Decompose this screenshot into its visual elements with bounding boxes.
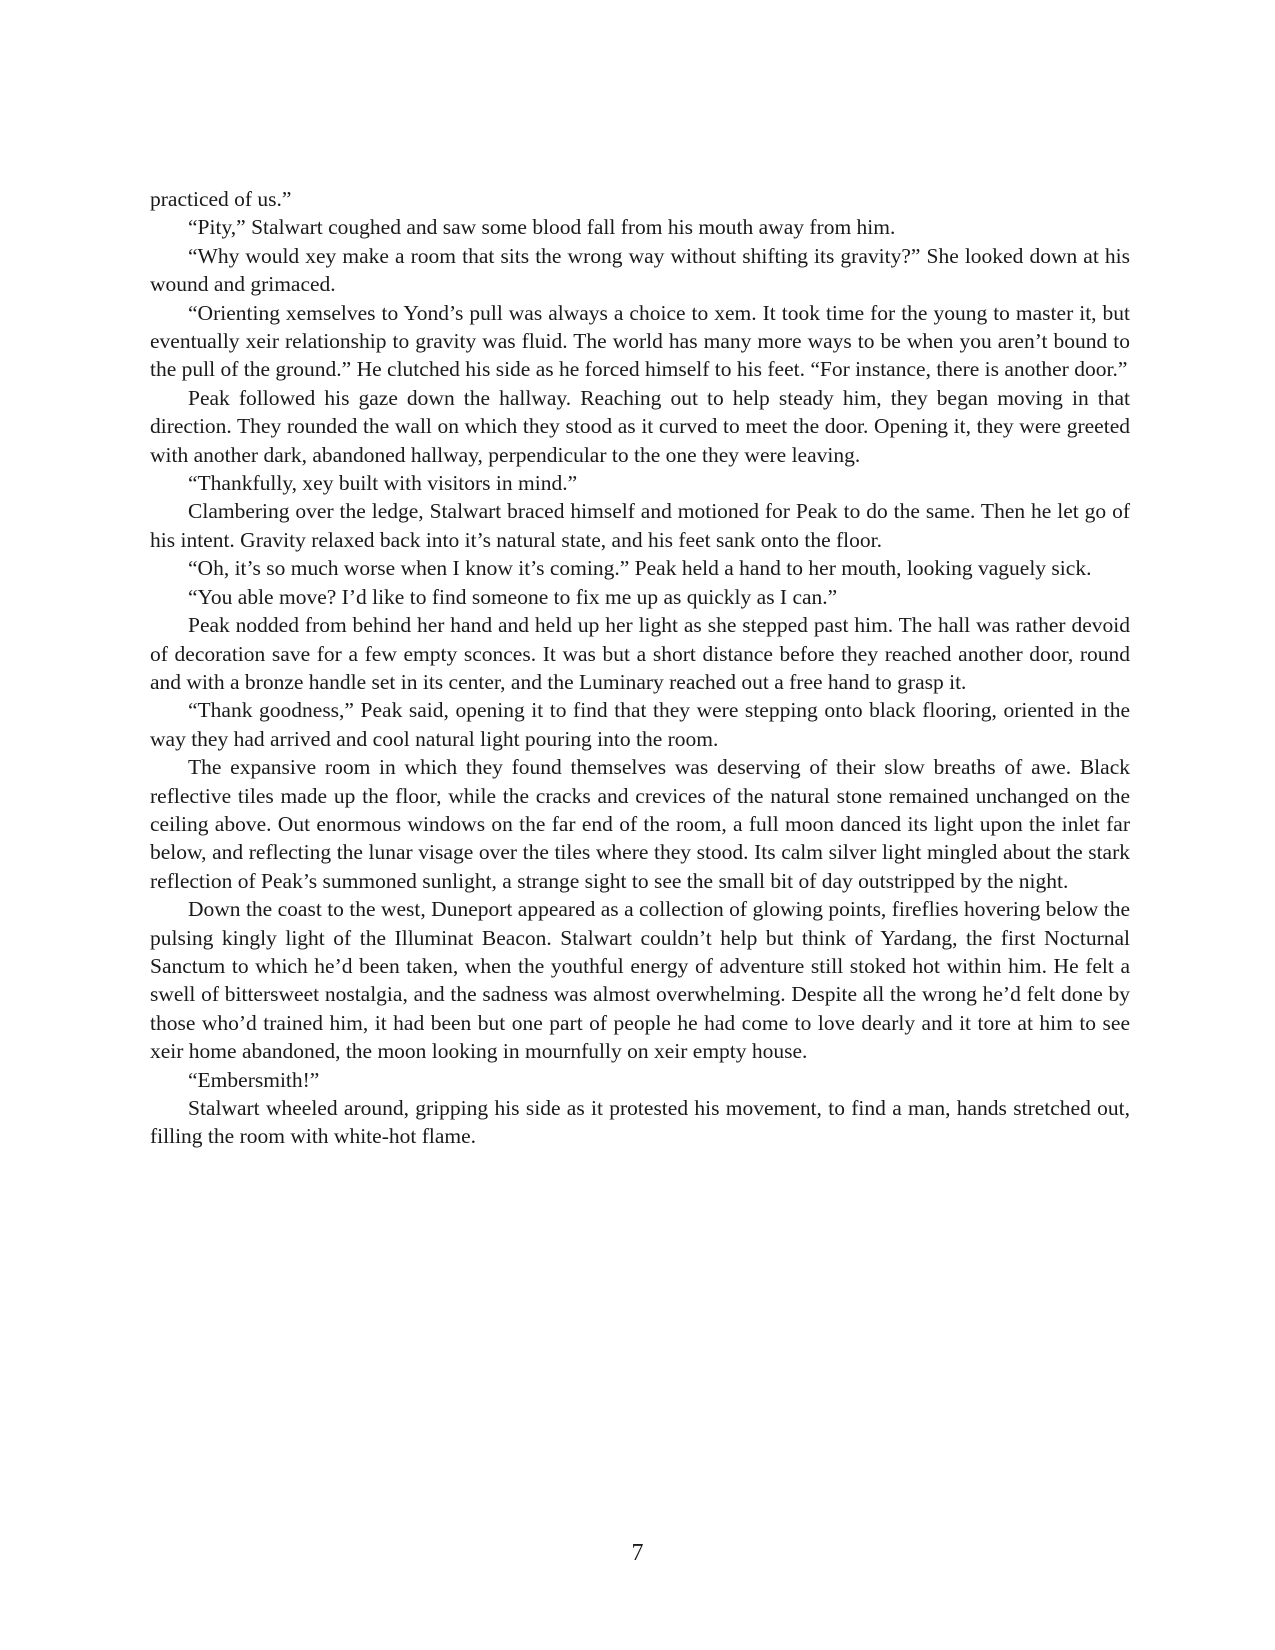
paragraph: practiced of us.” — [150, 187, 292, 211]
paragraph: Stalwart wheeled around, gripping his side as it protested his movement, to find a man, hands stretched out, filling the room with white-hot flame. — [150, 1096, 1130, 1149]
paragraph: The expansive room in which they found themselves was deserving of their slow breaths of awe. Black reflective tiles made up the floor, while the cracks and crevices of the natural stone remained unchanged on the ceiling above. Out enormous windows on the far end of the room, a full moon danced its light upon the inlet far below, and reflecting the lunar visage over the tiles where they stood. Its calm silver light mingled about the stark reflection of Peak’s summoned sunlight, a strange sight to see the small bit of day outstripped by the night. — [150, 755, 1130, 893]
paragraph: “Orienting xemselves to Yond’s pull was always a choice to xem. It took time for the young to master it, but eventually xeir relationship to gravity was fluid. The world has many more ways to be when you aren’t bound to the pull of the ground.” He clutched his side as he forced himself to his feet. “For instance, there is another door.” — [150, 300, 1130, 382]
paragraph: “Thank goodness,” Peak said, opening it to find that they were stepping onto black flooring, oriented in the way they had arrived and cool natural light pouring into the room. — [150, 698, 1130, 751]
paragraph: “You able move? I’d like to find someone to fix me up as quickly as I can.” — [188, 584, 838, 609]
paragraph: Peak nodded from behind her hand and held up her light as she stepped past him. The hall was rather devoid of decoration save for a few empty sconces. It was but a short distance before they reached another door, round and with a bronze handle set in its center, and the Luminary reached out a free hand to grasp it. — [150, 613, 1130, 694]
paragraph: “Pity,” Stalwart coughed and saw some blood fall from his mouth away from him. — [188, 215, 896, 240]
page-number: 7 — [631, 1540, 644, 1566]
page-body-text — [150, 185, 1130, 1151]
paragraph: Down the coast to the west, Duneport appeared as a collection of glowing points, fireflies hovering below the pulsing kingly light of the Illuminat Beacon. Stalwart couldn’t help but think of Yardang, the first Nocturnal Sanctum to which he’d been taken, when the youthful energy of adventure still stoked hot within him. He felt a swell of bittersweet nostalgia, and the sadness was almost overwhelming. Despite all the wrong he’d felt done by those who’d trained him, it had been but one part of people he had come to love dearly and it tore at him to see xeir home abandoned, the moon looking in mournfully on xeir empty house. — [150, 897, 1130, 1064]
paragraph: “Embersmith!” — [188, 1067, 320, 1092]
paragraph: “Thankfully, xey built with visitors in mind.” — [188, 471, 578, 496]
paragraph: “Why would xey make a room that sits the wrong way without shifting its gravity?” She looked down at his wound and grimaced. — [150, 243, 1130, 297]
paragraph: Peak followed his gaze down the hallway. Reaching out to help steady him, they began moving in that direction. They rounded the wall on which they stood as it curved to meet the door. Opening it, they were greeted with another dark, abandoned hallway, perpendicular to the one they were leaving. — [150, 385, 1130, 467]
paragraph: “Oh, it’s so much worse when I know it’s coming.” Peak held a hand to her mouth, looking vaguely sick. — [188, 556, 1092, 581]
paragraph: Clambering over the ledge, Stalwart braced himself and motioned for Peak to do the same. Then he let go of his intent. Gravity relaxed back into it’s natural state, and his feet sank onto the floor. — [150, 499, 1130, 552]
